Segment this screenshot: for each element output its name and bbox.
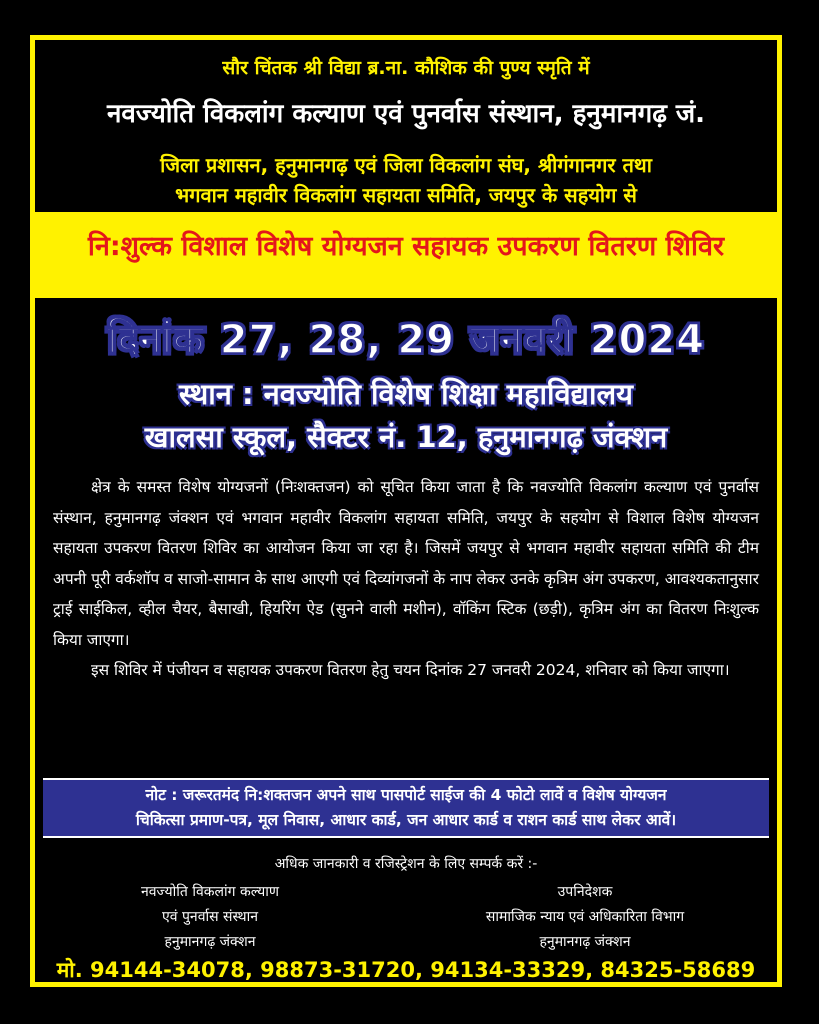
organization-name: नवज्योति विकलांग कल्याण एवं पुनर्वास संस्थान, हनुमानगढ़ जं.: [106, 99, 706, 129]
memorial-line: सौर चिंतक श्री विद्या ब्र.ना. कौशिक की पुण्य स्मृति में: [222, 57, 590, 79]
announcement-paragraph-2: इस शिविर में पंजीयन व सहायक उपकरण वितरण हेतु चयन दिनांक 27 जनवरी 2024, शनिवार को किया जाएगा।: [91, 661, 730, 679]
contact-right-block: [425, 880, 745, 955]
support-line-1: जिला प्रशासन, हनुमानगढ़ एवं जिला विकलांग संघ, श्रीगंगानगर तथा: [160, 153, 652, 177]
camp-title: नि:शुल्क विशाल विशेष योग्यजन सहायक उपकरण वितरण शिविर: [87, 231, 725, 262]
support-lines: [35, 150, 777, 210]
contact-left-line-1: नवज्योति विकलांग कल्याण: [141, 884, 279, 900]
support-line-2: भगवान महावीर विकलांग सहायता समिति, जयपुर के सहयोग से: [175, 183, 637, 207]
contact-left-line-3: हनुमानगढ़ जंक्शन: [164, 934, 256, 950]
camp-title-band: [35, 212, 777, 298]
contact-left-line-2: एवं पुनर्वास संस्थान: [162, 909, 258, 925]
venue-line-1: स्थान : नवज्योति विशेष शिक्षा महाविद्यालय: [179, 377, 633, 411]
camp-dates: दिनांक 27, 28, 29 जनवरी 2024: [106, 317, 706, 363]
phone-numbers: मो. 94144-34078, 98873-31720, 94134-33329, 84325-58689: [56, 958, 756, 982]
announcement-body: [53, 472, 759, 686]
contact-left-block: [75, 880, 345, 955]
announcement-paragraph-1: क्षेत्र के समस्त विशेष योग्यजनों (निःशक्तजन) को सूचित किया जाता है कि नवज्योति विकलांग कल्याण एवं पुनर्वास संस्थान, हनुमानगढ़ जंक्शन एवं भगवान महावीर विकलांग सहायता समिति, जयपुर के सहयोग से विशाल विशेष योग्यजन सहायता उपकरण वितरण शिविर का आयोजन किया जा रहा है। जिसमें जयपुर से भगवान महावीर सहायता समिति की टीम अपनी पूरी वर्कशॉप व साजो-सामान के साथ आएगी एवं दिव्यांगजनों के नाप लेकर उनके कृत्रिम अंग उपकरण, आवश्यकतानुसार ट्राई साईकिल, व्हील चैयर, बैसाखी, हियरिंग ऐड (सुनने वाली मशीन), वॉकिंग स्टिक (छड़ी), कृत्रिम अंग का वितरण निःशुल्क किया जाएगा।: [53, 478, 759, 649]
note-text: [43, 783, 769, 833]
contact-right-line-3: हनुमानगढ़ जंक्शन: [539, 934, 631, 950]
note-line-2: चिकित्सा प्रमाण-पत्र, मूल निवास, आधार कार्ड, जन आधार कार्ड व राशन कार्ड साथ लेकर आवें।: [135, 811, 677, 829]
contact-right-line-2: सामाजिक न्याय एवं अधिकारिता विभाग: [485, 909, 685, 925]
contact-right-line-1: उपनिदेशक: [557, 884, 613, 900]
poster-frame: [30, 35, 782, 987]
note-band: [43, 778, 769, 838]
contact-intro: अधिक जानकारी व रजिस्ट्रेशन के लिए सम्पर्क करें :-: [274, 856, 538, 872]
note-line-1: नोट : जरूरतमंद नि:शक्तजन अपने साथ पासपोर्ट साईज की 4 फोटो लावें व विशेष योग्यजन: [145, 786, 667, 804]
venue-line-2: खालसा स्कूल, सैक्टर नं. 12, हनुमानगढ़ जंक्शन: [144, 420, 668, 454]
